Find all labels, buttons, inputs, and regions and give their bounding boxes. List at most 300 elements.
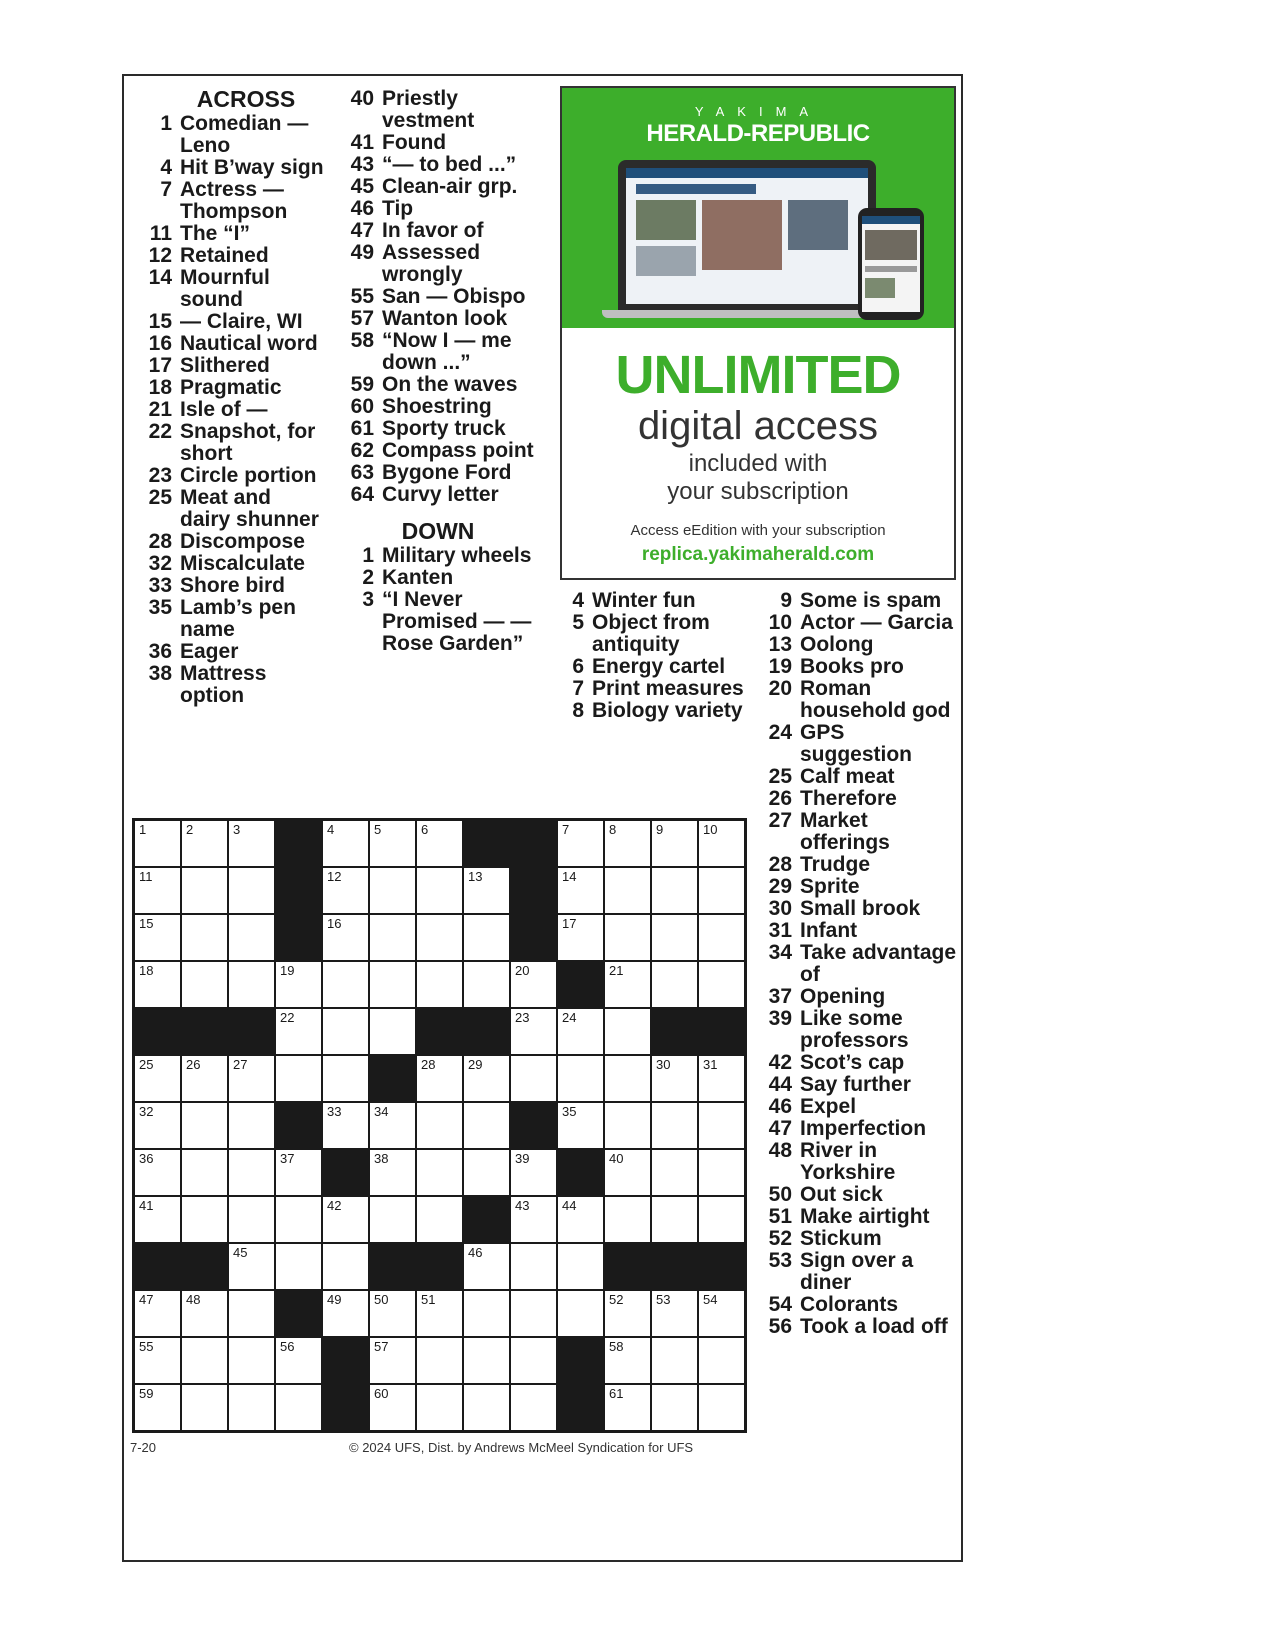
black-square — [134, 1008, 181, 1055]
grid-cell[interactable] — [181, 1384, 228, 1431]
clue-number: 4 — [572, 589, 584, 612]
down-clue — [756, 766, 956, 788]
clue-number: 27 — [768, 809, 792, 832]
clue-number: 40 — [350, 87, 374, 110]
grid-cell[interactable] — [369, 820, 416, 867]
grid-cell[interactable] — [557, 867, 604, 914]
cell-number: 46 — [468, 1245, 483, 1260]
grid-cell[interactable] — [416, 1384, 463, 1431]
down-clue — [756, 1184, 956, 1206]
grid-cell[interactable] — [134, 1196, 181, 1243]
clue-number: 14 — [148, 266, 172, 289]
clue-text: Sporty truck — [382, 417, 506, 440]
grid-cell[interactable] — [557, 1290, 604, 1337]
grid-cell[interactable] — [322, 1008, 369, 1055]
ad-subhead: digital access — [637, 404, 879, 448]
grid-cell[interactable] — [369, 1008, 416, 1055]
black-square — [510, 867, 557, 914]
cell-number: 58 — [609, 1339, 624, 1354]
clue-text: Books pro — [800, 655, 904, 678]
cell-number: 38 — [374, 1151, 389, 1166]
clue-text: — Claire, WI — [180, 310, 303, 333]
cell-number: 50 — [374, 1292, 389, 1307]
grid-cell[interactable] — [463, 1290, 510, 1337]
grid-cell[interactable] — [322, 961, 369, 1008]
grid-cell[interactable] — [275, 1196, 322, 1243]
cell-number: 15 — [139, 916, 154, 931]
clue-number: 17 — [148, 354, 172, 377]
grid-cell[interactable] — [134, 1290, 181, 1337]
across-clue — [136, 333, 326, 355]
cell-number: 47 — [139, 1292, 154, 1307]
clue-text: Clean-air grp. — [382, 175, 518, 198]
cell-number: 6 — [421, 822, 429, 837]
grid-cell[interactable] — [369, 914, 416, 961]
down-clue — [756, 1008, 956, 1052]
clue-number: 52 — [768, 1227, 792, 1250]
clue-number: 62 — [350, 439, 374, 462]
clue-text: Actor — Garcia — [800, 611, 953, 634]
grid-cell[interactable] — [651, 1384, 698, 1431]
grid-cell[interactable] — [181, 961, 228, 1008]
grid-cell[interactable] — [604, 1102, 651, 1149]
black-square — [275, 914, 322, 961]
grid-cell[interactable] — [698, 1337, 745, 1384]
clue-number: 47 — [768, 1117, 792, 1140]
cell-number: 25 — [139, 1057, 154, 1072]
across-clue — [136, 465, 326, 487]
clue-text: Pragmatic — [180, 376, 282, 399]
down-clue — [756, 1096, 956, 1118]
cell-number: 48 — [186, 1292, 201, 1307]
grid-cell[interactable] — [369, 961, 416, 1008]
grid-cell[interactable] — [369, 1290, 416, 1337]
grid-cell[interactable] — [604, 1008, 651, 1055]
grid-cell[interactable] — [134, 1055, 181, 1102]
grid-cell[interactable] — [416, 1055, 463, 1102]
black-square — [181, 1243, 228, 1290]
grid-cell[interactable] — [134, 1384, 181, 1431]
grid-cell[interactable] — [275, 1055, 322, 1102]
across-clue — [338, 242, 538, 286]
cell-number: 16 — [327, 916, 342, 931]
grid-cell[interactable] — [416, 1102, 463, 1149]
grid-cell[interactable] — [181, 1337, 228, 1384]
clue-text: In favor of — [382, 219, 484, 242]
clue-text: Kanten — [382, 566, 454, 589]
grid-cell[interactable] — [416, 867, 463, 914]
grid-cell[interactable] — [557, 1196, 604, 1243]
down-heading: DOWN — [401, 518, 475, 544]
clue-number: 38 — [148, 662, 172, 685]
across-clue — [338, 132, 538, 154]
grid-cell[interactable] — [134, 867, 181, 914]
across-clue — [136, 641, 326, 663]
grid-cell[interactable] — [322, 1055, 369, 1102]
cell-number: 23 — [515, 1010, 530, 1025]
clue-text: Shoestring — [382, 395, 492, 418]
across-clue — [338, 220, 538, 242]
across-clue — [136, 311, 326, 333]
grid-cell[interactable] — [181, 1149, 228, 1196]
black-square — [557, 1384, 604, 1431]
ad-brand-small: YAKIMA — [694, 104, 822, 119]
grid-cell[interactable] — [510, 961, 557, 1008]
across-column-1 — [136, 88, 326, 707]
copyright-notice: © 2024 UFS, Dist. by Andrews McMeel Syndication for UFS — [349, 1440, 694, 1455]
laptop-screen — [626, 168, 868, 304]
grid-cell[interactable] — [228, 914, 275, 961]
grid-cell[interactable] — [604, 867, 651, 914]
clue-text: Like some professors — [800, 1007, 909, 1052]
cell-number: 14 — [562, 869, 577, 884]
grid-cell[interactable] — [228, 1290, 275, 1337]
grid-cell[interactable] — [416, 914, 463, 961]
across-clue — [136, 245, 326, 267]
grid-cell[interactable] — [698, 820, 745, 867]
clue-text: Bygone Ford — [382, 461, 512, 484]
down-clue — [756, 634, 956, 656]
across-clue — [136, 267, 326, 311]
grid-cell[interactable] — [604, 1337, 651, 1384]
clue-text: Take advantage of — [800, 941, 957, 986]
clue-number: 21 — [148, 398, 172, 421]
grid-cell[interactable] — [228, 1055, 275, 1102]
clue-text: Print measures — [592, 677, 744, 700]
grid-cell[interactable] — [510, 1149, 557, 1196]
grid-cell[interactable] — [181, 914, 228, 961]
grid-cell[interactable] — [416, 1337, 463, 1384]
clue-text: Stickum — [800, 1227, 882, 1250]
clue-text: Comedian — Leno — [180, 112, 309, 157]
cell-number: 56 — [280, 1339, 295, 1354]
grid-cell[interactable] — [275, 1008, 322, 1055]
clue-number: 8 — [572, 699, 584, 722]
clue-text: Market offerings — [800, 809, 890, 854]
across-clue — [136, 399, 326, 421]
down-clue — [756, 920, 956, 942]
down-clue — [756, 1250, 956, 1294]
clue-text: Hit B’way sign — [180, 156, 324, 179]
clue-text: Make airtight — [800, 1205, 930, 1228]
clue-text: Energy cartel — [592, 655, 726, 678]
grid-cell[interactable] — [369, 1196, 416, 1243]
grid-cell[interactable] — [510, 1243, 557, 1290]
grid-cell[interactable] — [698, 867, 745, 914]
grid-cell[interactable] — [604, 1384, 651, 1431]
cell-number: 37 — [280, 1151, 295, 1166]
cell-number: 59 — [139, 1386, 154, 1401]
clue-number: 63 — [350, 461, 374, 484]
grid-cell[interactable] — [322, 820, 369, 867]
cell-number: 30 — [656, 1057, 671, 1072]
clue-text: Retained — [180, 244, 269, 267]
grid-cell[interactable] — [698, 1384, 745, 1431]
clue-text: Winter fun — [592, 589, 696, 612]
grid-cell[interactable] — [228, 1102, 275, 1149]
grid-cell[interactable] — [134, 820, 181, 867]
clue-number: 46 — [350, 197, 374, 220]
grid-cell[interactable] — [463, 961, 510, 1008]
grid-cell[interactable] — [651, 961, 698, 1008]
clue-text: River in Yorkshire — [800, 1139, 896, 1184]
black-square — [322, 1384, 369, 1431]
black-square — [275, 820, 322, 867]
grid-cell[interactable] — [698, 1102, 745, 1149]
grid-cell[interactable] — [604, 1290, 651, 1337]
grid-cell[interactable] — [604, 1055, 651, 1102]
grid-cell[interactable] — [463, 1337, 510, 1384]
clue-number: 51 — [768, 1205, 792, 1228]
clue-number: 25 — [768, 765, 792, 788]
grid-cell[interactable] — [228, 867, 275, 914]
grid-cell[interactable] — [416, 1196, 463, 1243]
down-clue — [756, 1118, 956, 1140]
cell-number: 52 — [609, 1292, 624, 1307]
grid-cell[interactable] — [651, 1055, 698, 1102]
grid-cell[interactable] — [369, 1384, 416, 1431]
grid-cell[interactable] — [369, 1149, 416, 1196]
grid-cell[interactable] — [181, 820, 228, 867]
grid-cell[interactable] — [228, 1337, 275, 1384]
grid-cell[interactable] — [228, 1196, 275, 1243]
down-clue — [756, 612, 956, 634]
clue-number: 33 — [148, 574, 172, 597]
grid-cell[interactable] — [275, 1149, 322, 1196]
cell-number: 39 — [515, 1151, 530, 1166]
clue-number: 6 — [572, 655, 584, 678]
black-square — [557, 1149, 604, 1196]
grid-cell[interactable] — [463, 1384, 510, 1431]
clue-number: 18 — [148, 376, 172, 399]
grid-cell[interactable] — [369, 867, 416, 914]
across-clue — [338, 374, 538, 396]
grid-cell[interactable] — [228, 1384, 275, 1431]
grid-cell[interactable] — [698, 1290, 745, 1337]
cell-number: 27 — [233, 1057, 248, 1072]
clue-text: Meat and dairy shunner — [180, 486, 319, 531]
clue-text: Sprite — [800, 875, 860, 898]
grid-cell[interactable] — [557, 1008, 604, 1055]
grid-cell[interactable] — [134, 961, 181, 1008]
grid-cell[interactable] — [228, 1149, 275, 1196]
grid-cell[interactable] — [651, 1337, 698, 1384]
grid-cell[interactable] — [510, 1337, 557, 1384]
grid-cell[interactable] — [228, 1243, 275, 1290]
cell-number: 40 — [609, 1151, 624, 1166]
clue-number: 29 — [768, 875, 792, 898]
clue-number: 61 — [350, 417, 374, 440]
down-clue — [548, 656, 748, 678]
grid-cell[interactable] — [322, 867, 369, 914]
cell-number: 10 — [703, 822, 718, 837]
down-clue — [338, 567, 538, 589]
cell-number: 61 — [609, 1386, 624, 1401]
grid-cell[interactable] — [463, 914, 510, 961]
grid-cell[interactable] — [604, 914, 651, 961]
down-clue — [756, 788, 956, 810]
across-clue — [338, 308, 538, 330]
cell-number: 20 — [515, 963, 530, 978]
grid-cell[interactable] — [698, 1055, 745, 1102]
grid-cell[interactable] — [134, 1337, 181, 1384]
grid-cell[interactable] — [369, 1102, 416, 1149]
grid-cell[interactable] — [134, 914, 181, 961]
black-square — [698, 1008, 745, 1055]
grid-cell[interactable] — [228, 820, 275, 867]
grid-cell[interactable] — [604, 961, 651, 1008]
grid-cell[interactable] — [557, 1102, 604, 1149]
grid-cell[interactable] — [228, 961, 275, 1008]
grid-cell[interactable] — [510, 1196, 557, 1243]
down-clue — [756, 590, 956, 612]
clue-text: Object from antiquity — [592, 611, 710, 656]
clue-text: Assessed wrongly — [382, 241, 481, 286]
ad-url-link[interactable]: replica.yakimaherald.com — [641, 544, 875, 565]
clue-number: 5 — [572, 611, 584, 634]
across-clue — [136, 355, 326, 377]
across-heading: ACROSS — [196, 86, 296, 112]
down-clue — [756, 810, 956, 854]
grid-cell[interactable] — [134, 1149, 181, 1196]
cell-number: 53 — [656, 1292, 671, 1307]
clue-text: Biology variety — [592, 699, 743, 722]
clue-text: Opening — [800, 985, 886, 1008]
across-clue — [136, 179, 326, 223]
grid-cell[interactable] — [463, 1149, 510, 1196]
down-clue — [756, 1074, 956, 1096]
grid-cell[interactable] — [181, 1055, 228, 1102]
grid-cell[interactable] — [416, 961, 463, 1008]
clue-number: 7 — [160, 178, 172, 201]
black-square — [463, 1196, 510, 1243]
clue-text: Imperfection — [800, 1117, 927, 1140]
grid-cell[interactable] — [463, 1102, 510, 1149]
grid-cell[interactable] — [134, 1102, 181, 1149]
clue-number: 32 — [148, 552, 172, 575]
grid-cell[interactable] — [369, 1337, 416, 1384]
clue-number: 13 — [768, 633, 792, 656]
grid-cell[interactable] — [698, 914, 745, 961]
clue-number: 55 — [350, 285, 374, 308]
clue-text: Oolong — [800, 633, 874, 656]
phone-screen — [862, 216, 920, 312]
grid-cell[interactable] — [463, 867, 510, 914]
grid-cell[interactable] — [651, 914, 698, 961]
clue-number: 34 — [768, 941, 792, 964]
black-square — [698, 1243, 745, 1290]
cell-number: 33 — [327, 1104, 342, 1119]
grid-cell[interactable] — [181, 1196, 228, 1243]
down-clue — [756, 1228, 956, 1250]
grid-cell[interactable] — [463, 1243, 510, 1290]
grid-cell[interactable] — [275, 1384, 322, 1431]
grid-cell[interactable] — [557, 1055, 604, 1102]
cell-number: 43 — [515, 1198, 530, 1213]
down-clue — [548, 700, 748, 722]
grid-cell[interactable] — [651, 1102, 698, 1149]
clue-text: Calf meat — [800, 765, 895, 788]
grid-cell[interactable] — [604, 1149, 651, 1196]
clue-number: 44 — [768, 1073, 792, 1096]
clue-text: Expel — [800, 1095, 857, 1118]
grid-cell[interactable] — [651, 1290, 698, 1337]
grid-cell[interactable] — [416, 1149, 463, 1196]
grid-cell[interactable] — [557, 1243, 604, 1290]
grid-cell[interactable] — [322, 1102, 369, 1149]
cell-number: 55 — [139, 1339, 154, 1354]
grid-cell[interactable] — [604, 1196, 651, 1243]
clue-text: Slithered — [180, 354, 270, 377]
down-clue — [548, 612, 748, 656]
cell-number: 7 — [562, 822, 570, 837]
grid-cell[interactable] — [510, 1384, 557, 1431]
black-square — [322, 1337, 369, 1384]
down-clue — [548, 678, 748, 700]
grid-cell[interactable] — [557, 914, 604, 961]
clue-number: 49 — [350, 241, 374, 264]
grid-cell[interactable] — [698, 1196, 745, 1243]
grid-cell[interactable] — [275, 1337, 322, 1384]
clue-number: 12 — [148, 244, 172, 267]
grid-cell[interactable] — [651, 1196, 698, 1243]
black-square — [322, 1149, 369, 1196]
grid-cell[interactable] — [510, 1055, 557, 1102]
grid-cell[interactable] — [181, 1290, 228, 1337]
grid-cell[interactable] — [698, 1149, 745, 1196]
grid-cell[interactable] — [651, 1149, 698, 1196]
down-column-3 — [756, 590, 956, 1338]
subscription-ad[interactable] — [560, 86, 956, 580]
grid-cell[interactable] — [322, 1196, 369, 1243]
grid-cell[interactable] — [651, 820, 698, 867]
grid-cell[interactable] — [463, 1055, 510, 1102]
grid-cell[interactable] — [416, 820, 463, 867]
cell-number: 11 — [139, 869, 153, 884]
grid-cell[interactable] — [322, 914, 369, 961]
grid-cell[interactable] — [322, 1290, 369, 1337]
clue-text: Circle portion — [180, 464, 317, 487]
clue-text: Small brook — [800, 897, 921, 920]
grid-cell[interactable] — [510, 1290, 557, 1337]
grid-cell[interactable] — [557, 820, 604, 867]
across-clue — [338, 462, 538, 484]
black-square — [181, 1008, 228, 1055]
down-clue — [756, 942, 956, 986]
grid-cell[interactable] — [416, 1290, 463, 1337]
black-square — [604, 1243, 651, 1290]
grid-cell[interactable] — [275, 1243, 322, 1290]
grid-cell[interactable] — [181, 1102, 228, 1149]
clue-number: 15 — [148, 310, 172, 333]
ad-included-line-1: included with — [688, 450, 828, 477]
clue-text: Some is spam — [800, 589, 942, 612]
clue-number: 3 — [362, 588, 374, 611]
grid-cell[interactable] — [275, 961, 322, 1008]
grid-cell[interactable] — [322, 1243, 369, 1290]
cell-number: 22 — [280, 1010, 295, 1025]
grid-cell[interactable] — [604, 820, 651, 867]
grid-cell[interactable] — [651, 867, 698, 914]
grid-cell[interactable] — [181, 867, 228, 914]
clue-number: 30 — [768, 897, 792, 920]
cell-number: 9 — [656, 822, 664, 837]
clue-number: 31 — [768, 919, 792, 942]
grid-cell[interactable] — [510, 1008, 557, 1055]
clue-text: Lamb’s pen name — [180, 596, 296, 641]
cell-number: 42 — [327, 1198, 342, 1213]
grid-cell[interactable] — [698, 961, 745, 1008]
